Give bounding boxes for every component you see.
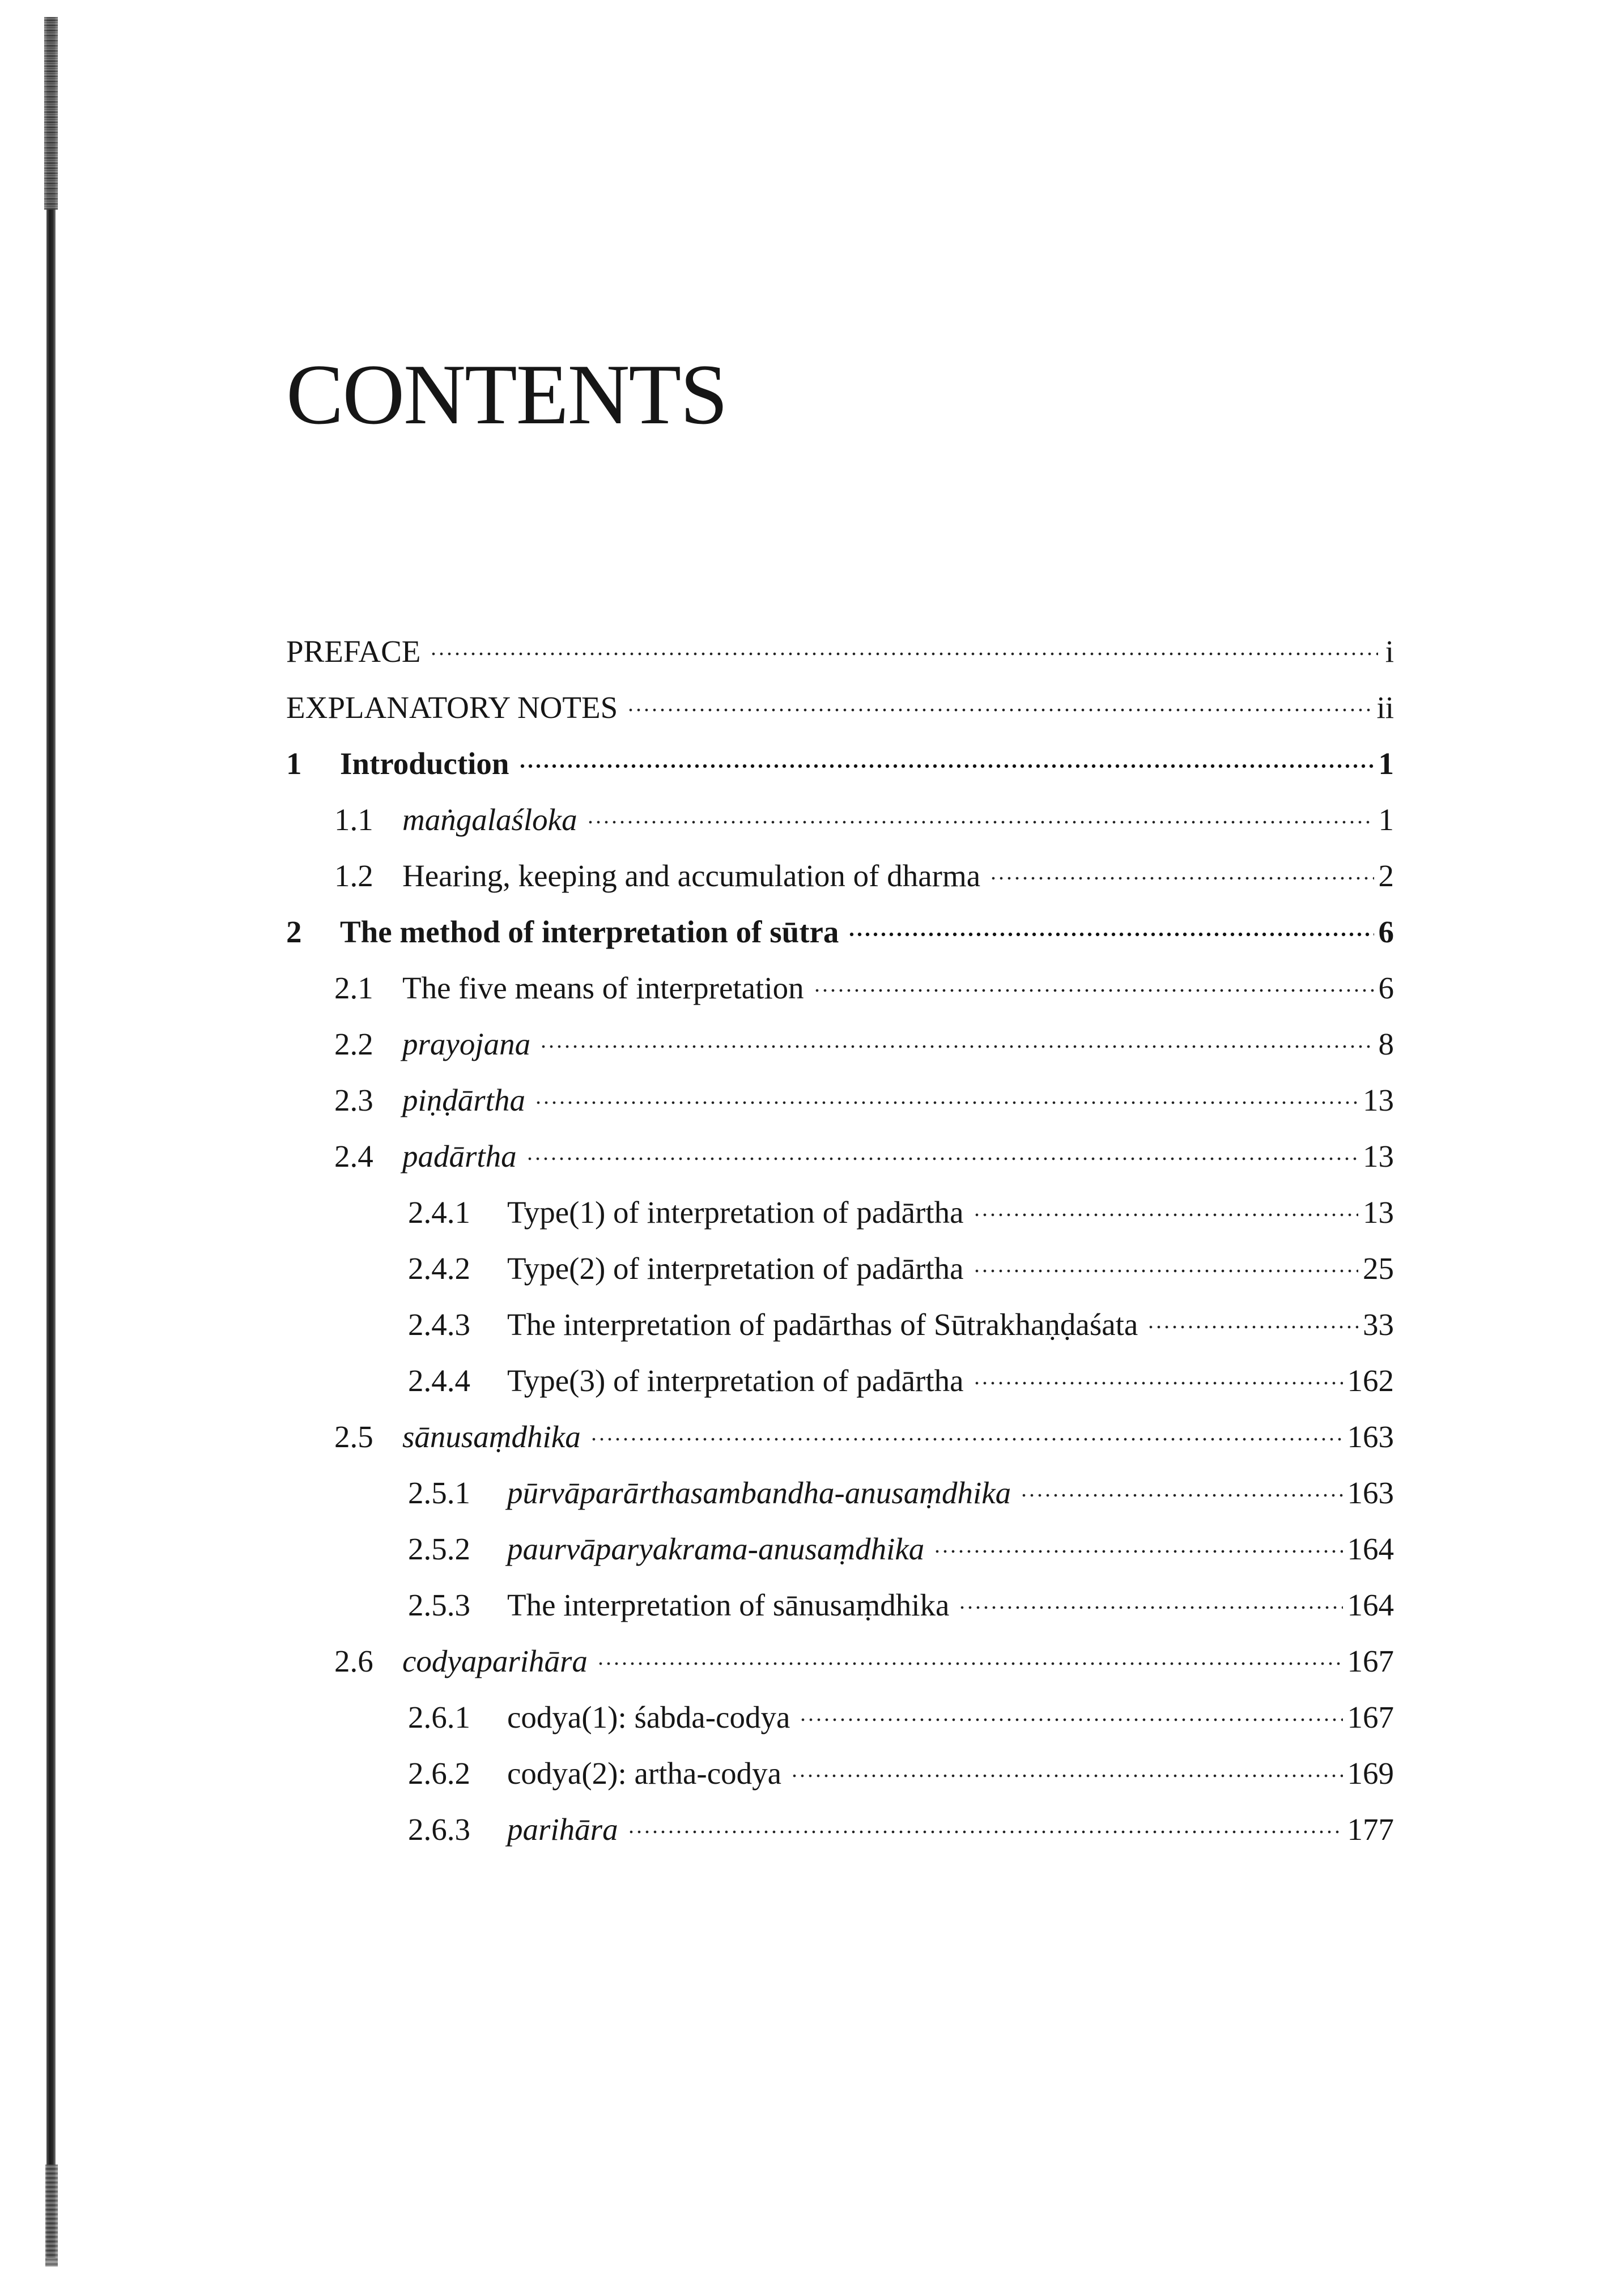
dot-leader <box>1020 1493 1342 1498</box>
toc-entry-page: ii <box>1376 690 1394 725</box>
toc-entry-page: 169 <box>1347 1756 1394 1791</box>
dot-leader <box>539 1044 1374 1049</box>
toc-entry-number: 2.2 <box>334 1027 373 1061</box>
toc-entry-page: 164 <box>1347 1588 1394 1622</box>
dot-leader <box>627 1829 1343 1835</box>
toc-entry-page: i <box>1385 634 1394 669</box>
binding-edge <box>46 17 56 2258</box>
toc-section-2-5[interactable] <box>286 1409 1394 1465</box>
toc-entry-label: The interpretation of padārthas of Sūtrakhaṇḍaśata <box>507 1307 1138 1342</box>
toc-entry-number: 2.5.1 <box>408 1476 470 1510</box>
toc-entry-label: EXPLANATORY NOTES <box>286 690 618 725</box>
dot-leader <box>848 932 1374 937</box>
toc-subsection-2-5-2[interactable] <box>286 1521 1394 1577</box>
toc-subsection-2-5-1[interactable] <box>286 1465 1394 1521</box>
toc-section-1-1[interactable] <box>286 792 1394 848</box>
dot-leader <box>590 1436 1343 1442</box>
table-of-contents <box>286 623 1394 1857</box>
toc-entry-number: 2.6.1 <box>408 1700 470 1734</box>
toc-entry-number: 2.3 <box>334 1083 373 1117</box>
toc-entry-page: 13 <box>1363 1139 1394 1173</box>
dot-leader <box>586 819 1374 825</box>
toc-entry-number: 2.4 <box>334 1139 373 1173</box>
toc-section-2-2[interactable] <box>286 1016 1394 1072</box>
toc-entry-label: maṅgalaśloka <box>402 802 577 837</box>
toc-section-2-1[interactable] <box>286 960 1394 1016</box>
toc-section-2-3[interactable] <box>286 1072 1394 1128</box>
toc-entry-page: 13 <box>1363 1083 1394 1117</box>
toc-section-2-6[interactable] <box>286 1633 1394 1689</box>
toc-entry-label: PREFACE <box>286 634 421 669</box>
toc-entry-number: 2.1 <box>334 971 373 1005</box>
toc-entry-label: The method of interpretation of sūtra <box>340 915 839 949</box>
binding-edge-texture <box>44 17 58 210</box>
toc-entry-page: 6 <box>1378 971 1394 1005</box>
dot-leader <box>627 707 1372 713</box>
toc-entry-page: 33 <box>1363 1307 1394 1342</box>
toc-entry-label: paurvāparyakrama-anusaṃdhika <box>507 1532 925 1566</box>
toc-entry-label: Type(3) of interpretation of padārtha <box>507 1363 964 1398</box>
toc-entry-number: 1 <box>286 746 302 781</box>
toc-entry-label: codya(2): artha-codya <box>507 1756 782 1791</box>
dot-leader <box>933 1549 1342 1554</box>
toc-subsection-2-4-3[interactable] <box>286 1296 1394 1353</box>
toc-entry-number: 2.5.2 <box>408 1532 470 1566</box>
toc-entry-label: codya(1): śabda-codya <box>507 1700 790 1734</box>
toc-entry-page: 163 <box>1347 1419 1394 1454</box>
toc-subsection-2-5-3[interactable] <box>286 1577 1394 1633</box>
dot-leader <box>534 1100 1358 1106</box>
dot-leader <box>430 651 1378 657</box>
dot-leader <box>518 763 1374 769</box>
toc-entry-label: Type(2) of interpretation of padārtha <box>507 1251 964 1286</box>
dot-leader <box>1147 1324 1358 1330</box>
toc-entry-label: parihāra <box>507 1812 618 1847</box>
toc-entry-label: codyaparihāra <box>402 1644 588 1678</box>
toc-entry-label: The five means of interpretation <box>402 971 804 1005</box>
toc-entry-page: 167 <box>1347 1644 1394 1678</box>
binding-edge-texture <box>45 2165 58 2267</box>
toc-entry-label: prayojana <box>402 1027 531 1061</box>
dot-leader <box>973 1212 1358 1218</box>
toc-entry-page: 1 <box>1378 802 1394 837</box>
toc-entry-label: sānusaṃdhika <box>402 1419 581 1454</box>
toc-section-1-2[interactable] <box>286 848 1394 904</box>
toc-entry-page: 25 <box>1363 1251 1394 1286</box>
toc-entry-page: 177 <box>1347 1812 1394 1847</box>
toc-subsection-2-4-2[interactable] <box>286 1240 1394 1296</box>
toc-subsection-2-4-1[interactable] <box>286 1184 1394 1240</box>
toc-entry-page: 167 <box>1347 1700 1394 1734</box>
toc-entry-preface[interactable] <box>286 623 1394 679</box>
dot-leader <box>526 1156 1358 1162</box>
toc-section-2-4[interactable] <box>286 1128 1394 1184</box>
toc-entry-number: 2.6.3 <box>408 1812 470 1847</box>
toc-entry-number: 2.6.2 <box>408 1756 470 1791</box>
toc-entry-label: piṇḍārtha <box>402 1083 525 1117</box>
toc-entry-page: 8 <box>1378 1027 1394 1061</box>
toc-entry-number: 2.4.2 <box>408 1251 470 1286</box>
toc-entry-label: padārtha <box>402 1139 517 1173</box>
dot-leader <box>989 875 1374 881</box>
toc-entry-label: Introduction <box>340 746 509 781</box>
toc-entry-number: 2.4.3 <box>408 1307 470 1342</box>
toc-entry-number: 1.2 <box>334 858 373 893</box>
toc-entry-number: 1.1 <box>334 802 373 837</box>
toc-entry-number: 2 <box>286 915 302 949</box>
toc-entry-number: 2.5.3 <box>408 1588 470 1622</box>
toc-entry-number: 2.6 <box>334 1644 373 1678</box>
toc-entry-number: 2.5 <box>334 1419 373 1454</box>
dot-leader <box>799 1717 1342 1723</box>
toc-subsection-2-6-2[interactable] <box>286 1745 1394 1801</box>
dot-leader <box>790 1773 1342 1779</box>
toc-entry-number: 2.4.4 <box>408 1363 470 1398</box>
toc-entry-page: 1 <box>1378 746 1394 781</box>
dot-leader <box>597 1661 1343 1666</box>
toc-subsection-2-6-1[interactable] <box>286 1689 1394 1745</box>
toc-entry-label: The interpretation of sānusaṃdhika <box>507 1588 950 1622</box>
toc-chapter-2[interactable] <box>286 904 1394 960</box>
toc-entry-label: pūrvāparārthasambandha-anusaṃdhika <box>507 1476 1011 1510</box>
toc-entry-explanatory-notes[interactable] <box>286 679 1394 735</box>
dot-leader <box>973 1268 1358 1274</box>
dot-leader <box>973 1380 1343 1386</box>
toc-entry-label: Type(1) of interpretation of padārtha <box>507 1195 964 1230</box>
toc-entry-label: Hearing, keeping and accumulation of dharma <box>402 858 981 893</box>
dot-leader <box>813 988 1374 993</box>
toc-entry-page: 13 <box>1363 1195 1394 1230</box>
dot-leader <box>958 1605 1342 1610</box>
toc-entry-page: 162 <box>1347 1363 1394 1398</box>
toc-chapter-1[interactable] <box>286 735 1394 792</box>
toc-entry-page: 164 <box>1347 1532 1394 1566</box>
page-title: CONTENTS <box>286 347 727 442</box>
toc-entry-number: 2.4.1 <box>408 1195 470 1230</box>
toc-entry-page: 2 <box>1378 858 1394 893</box>
toc-subsection-2-6-3[interactable] <box>286 1801 1394 1857</box>
toc-subsection-2-4-4[interactable] <box>286 1353 1394 1409</box>
toc-entry-page: 6 <box>1378 915 1394 949</box>
toc-entry-page: 163 <box>1347 1476 1394 1510</box>
